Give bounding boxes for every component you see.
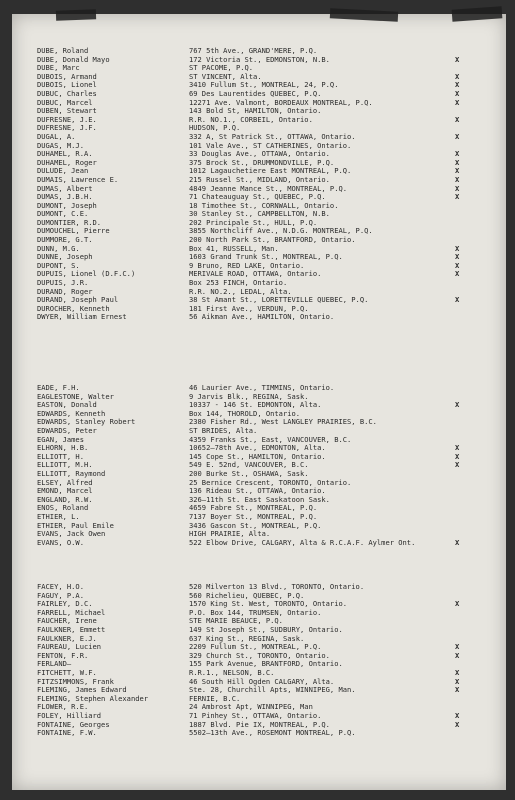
address: 4359 Franks St., East, VANCOUVER, B.C. [189, 434, 352, 444]
x-mark: X [455, 131, 460, 141]
address: ST PACOME, P.Q. [189, 63, 254, 73]
address: 9 Bruno, RED LAKE, Ontario. [189, 260, 305, 270]
address: R.R.1., NELSON, B.C. [189, 667, 275, 677]
x-mark: X [455, 667, 460, 677]
person-name: DULUDE, Jean [37, 166, 89, 176]
address: 1012 Lagauchetiere East MONTREAL, P.Q. [189, 166, 352, 176]
x-mark: X [455, 650, 460, 660]
section-d-names [12, 47, 506, 322]
address: R.R. NO.1., CORBEIL, Ontario. [189, 114, 313, 124]
person-name: DURAND, Joseph Paul [37, 295, 119, 305]
person-name: FERLAND— [37, 659, 72, 669]
address: Box 253 FINCH, Ontario. [189, 278, 288, 288]
person-name: EASTON, Donald [37, 400, 97, 410]
address: 10337 - 146 St. EDMONTON, Alta. [189, 400, 322, 410]
person-name: EDWARDS, Peter [37, 425, 97, 435]
person-name: DUGAS, M.J. [37, 140, 84, 150]
x-mark: X [455, 676, 460, 686]
address: 101 Vale Ave., ST CATHERINES, Ontario. [189, 140, 352, 150]
address: 71 Pinhey St., OTTAWA, Ontario. [189, 710, 322, 720]
address: 520 Milverton 13 Blvd., TORONTO, Ontario. [189, 582, 365, 591]
x-mark: X [455, 269, 460, 279]
address: 3436 Gascon St., MONTREAL, P.Q. [189, 520, 322, 530]
address: HIGH PRAIRIE, Alta. [189, 529, 271, 539]
address: 12271 Ave. Valmont, BORDEAUX MONTREAL, P.Q. [189, 97, 373, 107]
x-mark: X [455, 80, 460, 90]
x-mark: X [455, 260, 460, 270]
person-name: DUNNE, Joseph [37, 252, 93, 262]
person-name: FAULKNER, E.J. [37, 633, 97, 643]
x-mark: X [455, 443, 460, 453]
x-mark: X [455, 537, 460, 547]
address: 38 St Amant St., LORETTEVILLE QUEBEC, P.Q. [189, 295, 369, 305]
person-name: EAGLESTONE, Walter [37, 391, 114, 401]
person-name: FAUCHER, Irene [37, 616, 97, 626]
person-name: DUNN, M.G. [37, 243, 80, 253]
address: 202 Principale St., HULL, P.Q. [189, 217, 318, 227]
address: 637 King St., REGINA, Sask. [189, 633, 305, 643]
address: 7137 Boyer St., MONTREAL, P.Q. [189, 511, 318, 521]
person-name: FAIRLEY, D.C. [37, 599, 93, 609]
person-name: FARRELL, Michael [37, 607, 106, 617]
x-mark: X [455, 157, 460, 167]
list-row [12, 56, 506, 65]
address: 549 E. 52nd, VANCOUVER, B.C. [189, 460, 309, 470]
address: 18 Timothee St., CORNWALL, Ontario. [189, 200, 339, 210]
x-mark: X [455, 400, 460, 410]
address: 25 Bernice Crescent, TORONTO, Ontario. [189, 477, 352, 487]
person-name: DUBOIS, Lionel [37, 80, 97, 90]
x-mark: X [455, 451, 460, 461]
person-name: DUPONT, S. [37, 260, 80, 270]
person-name: DUPUIS, Lionel (D.F.C.) [37, 269, 136, 279]
person-name: DUFRESNE, J.F. [37, 123, 97, 133]
x-mark: X [455, 174, 460, 184]
x-mark: X [455, 88, 460, 98]
person-name: DUBOIS, Armand [37, 71, 97, 81]
address: 1570 King St. West, TORONTO, Ontario. [189, 599, 348, 609]
person-name: FAULKNER, Emmett [37, 624, 106, 634]
address: ST VINCENT, Alta. [189, 71, 262, 81]
person-name: DUMONT, C.E. [37, 209, 89, 219]
person-name: FAUREAU, Lucien [37, 642, 102, 652]
person-name: DUHAMEL, R.A. [37, 149, 93, 159]
address: 181 First Ave., VERDUN, P.Q. [189, 303, 309, 313]
person-name: DUBUC, Marcel [37, 97, 93, 107]
person-name: ETHIER, Paul Emile [37, 520, 114, 530]
address: 5502—13th Ave., ROSEMONT MONTREAL, P.Q. [189, 728, 356, 738]
person-name: FONTAINE, Georges [37, 719, 110, 729]
x-mark: X [455, 295, 460, 305]
address: 1887 Blvd. Pie IX, MONTREAL, P.Q. [189, 719, 330, 729]
person-name: DUBE, Marc [37, 63, 80, 73]
person-name: DUMAS, Albert [37, 183, 93, 193]
document-page [12, 14, 506, 790]
x-mark: X [455, 149, 460, 159]
person-name: DUBE, Donald Mayo [37, 54, 110, 64]
address: 145 Cope St., HAMILTON, Ontario. [189, 451, 326, 461]
address: 2380 Fisher Rd., West LANGLEY PRAIRIES, B.C. [189, 417, 377, 427]
person-name: ELHORN, H.B. [37, 443, 89, 453]
x-mark: X [455, 719, 460, 729]
address: 3410 Fullum St., MONTREAL, 24, P.Q. [189, 80, 339, 90]
address: 136 Rideau St., OTTAWA, Ontario. [189, 486, 326, 496]
person-name: DUBE, Roland [37, 46, 89, 55]
person-name: DUHAMEL, Roger [37, 157, 97, 167]
address: 9 Jarvis Blk., REGINA, Sask. [189, 391, 309, 401]
list-row [12, 313, 506, 322]
address: 46 South Hill Ogden CALGARY, Alta. [189, 676, 335, 686]
x-mark: X [455, 192, 460, 202]
person-name: EDWARDS, Kenneth [37, 408, 106, 418]
person-name: DUMMORE, G.T. [37, 235, 93, 245]
person-name: FONTAINE, F.W. [37, 728, 97, 738]
person-name: FLEMING, James Edward [37, 685, 127, 695]
x-mark: X [455, 54, 460, 64]
address: 200 Burke St., OSHAWA, Sask. [189, 468, 309, 478]
address: Box 144, THOROLD, Ontario. [189, 408, 301, 418]
person-name: FENTON, F.R. [37, 650, 89, 660]
address: ST BRIDES, Alta. [189, 425, 258, 435]
person-name: DUMONT, Joseph [37, 200, 97, 210]
address: 155 Park Avenue, BRANTFORD, Ontario. [189, 659, 343, 669]
address: 10652—78th Ave., EDMONTON, Alta. [189, 443, 326, 453]
address: 172 Victoria St., EDMONSTON, N.B. [189, 54, 330, 64]
x-mark: X [455, 642, 460, 652]
address: Box 41, RUSSELL, Man. [189, 243, 279, 253]
person-name: FITZSIMMONS, Frank [37, 676, 114, 686]
section-f-names [12, 583, 506, 738]
address: 4849 Jeanne Mance St., MONTREAL, P.Q. [189, 183, 348, 193]
x-mark: X [455, 183, 460, 193]
person-name: FOLEY, Hilliard [37, 710, 102, 720]
person-name: ELLIOTT, H. [37, 451, 84, 461]
person-name: EMOND, Marcel [37, 486, 93, 496]
address: STE MARIE BEAUCE, P.Q. [189, 616, 283, 626]
tape-top-left [56, 9, 96, 20]
address: 326—11th St. East Saskatoon Sask. [189, 494, 330, 504]
person-name: DWYER, William Ernest [37, 312, 127, 322]
address: 46 Laurier Ave., TIMMINS, Ontario. [189, 383, 335, 392]
address: 33 Douglas Ave., OTTAWA, Ontario. [189, 149, 330, 159]
person-name: DUROCHER, Kenneth [37, 303, 110, 313]
person-name: FITCHETT, W.F. [37, 667, 97, 677]
address: 1603 Grand Trunk St., MONTREAL, P.Q. [189, 252, 343, 262]
person-name: FACEY, H.O. [37, 582, 84, 591]
address: 56 Aikman Ave., HAMILTON, Ontario. [189, 312, 335, 322]
x-mark: X [455, 710, 460, 720]
person-name: DURAND, Roger [37, 286, 93, 296]
list-row [12, 729, 506, 738]
address: Ste. 28, Churchill Apts, WINNIPEG, Man. [189, 685, 356, 695]
address: 69 Des Laurentides QUEBEC, P.Q. [189, 88, 322, 98]
person-name: EDWARDS, Stanley Robert [37, 417, 136, 427]
address: FERNIE, B.C. [189, 693, 241, 703]
address: P.O. Box 144, TRUMSEN, Ontario. [189, 607, 322, 617]
tape-top-right [330, 8, 398, 22]
x-mark: X [455, 599, 460, 609]
x-mark: X [455, 252, 460, 262]
person-name: ELSEY, Alfred [37, 477, 93, 487]
address: 24 Ambrost Apt, WINNIPEG, Man [189, 702, 313, 712]
address: 375 Brock St., DRUMMONDVILLE, P.Q. [189, 157, 335, 167]
person-name: DUBEN, Stewart [37, 106, 97, 116]
address: MERIVALE ROAD, OTTAWA, Ontario. [189, 269, 322, 279]
address: R.R. NO.2., LEDAL, Alta. [189, 286, 292, 296]
address: 560 Richelieu, QUEBEC, P.Q. [189, 590, 305, 600]
tape-top-corner [452, 6, 503, 21]
x-mark: X [455, 97, 460, 107]
address: 143 Bold St, HAMILTON, Ontario. [189, 106, 322, 116]
person-name: EVANS, O.W. [37, 537, 84, 547]
address: 3855 Northcliff Ave., N.D.G. MONTREAL, P.Q. [189, 226, 373, 236]
person-name: FAGUY, P.A. [37, 590, 84, 600]
person-name: DUMONTIER, R.D. [37, 217, 102, 227]
address: 522 Elbow Drive, CALGARY, Alta & R.C.A.F. Aylmer Ont. [189, 537, 416, 547]
person-name: DUMAS, J.B.H. [37, 192, 93, 202]
x-mark: X [455, 685, 460, 695]
person-name: FLEMING, Stephen Alexander [37, 693, 149, 703]
person-name: DUFRESNE, J.E. [37, 114, 97, 124]
person-name: ENGLAND, R.W. [37, 494, 93, 504]
person-name: DUMOUCHEL, Pierre [37, 226, 110, 236]
x-mark: X [455, 460, 460, 470]
address: 332 A, St Patrick St., OTTAWA, Ontario. [189, 131, 356, 141]
person-name: ELLIOTT, M.H. [37, 460, 93, 470]
address: 71 Chateauguay St., QUEBEC, P.Q. [189, 192, 326, 202]
address: 200 North Park St., BRANTFORD, Ontario. [189, 235, 356, 245]
address: 767 5th Ave., GRAND'MERE, P.Q. [189, 46, 318, 55]
x-mark: X [455, 243, 460, 253]
x-mark: X [455, 166, 460, 176]
person-name: EVANS, Jack Owen [37, 529, 106, 539]
x-mark: X [455, 71, 460, 81]
person-name: ELLIOTT, Raymond [37, 468, 106, 478]
list-row [12, 539, 506, 548]
address: 329 Church St., TORONTO, Ontario. [189, 650, 330, 660]
person-name: EGAN, James [37, 434, 84, 444]
address: 30 Stanley St., CAMPBELLTON, N.B. [189, 209, 330, 219]
person-name: DUGAL, A. [37, 131, 76, 141]
x-mark: X [455, 114, 460, 124]
person-name: DUPUIS, J.R. [37, 278, 89, 288]
address: 2209 Fullum St., MONTREAL, P.Q. [189, 642, 322, 652]
address: HUDSON, P.Q. [189, 123, 241, 133]
person-name: ENOS, Roland [37, 503, 89, 513]
address: 215 Russel St., MIDLAND, Ontario. [189, 174, 330, 184]
person-name: FLOWER, R.E. [37, 702, 89, 712]
person-name: EADE, F.H. [37, 383, 80, 392]
person-name: DUMAIS, Lawrence E. [37, 174, 119, 184]
address: 149 St Joseph St., SUDBURY, Ontario. [189, 624, 343, 634]
person-name: DUBUC, Charles [37, 88, 97, 98]
section-e-names [12, 384, 506, 547]
address: 4659 Fabre St., MONTREAL, P.Q. [189, 503, 318, 513]
person-name: ETHIER, L. [37, 511, 80, 521]
